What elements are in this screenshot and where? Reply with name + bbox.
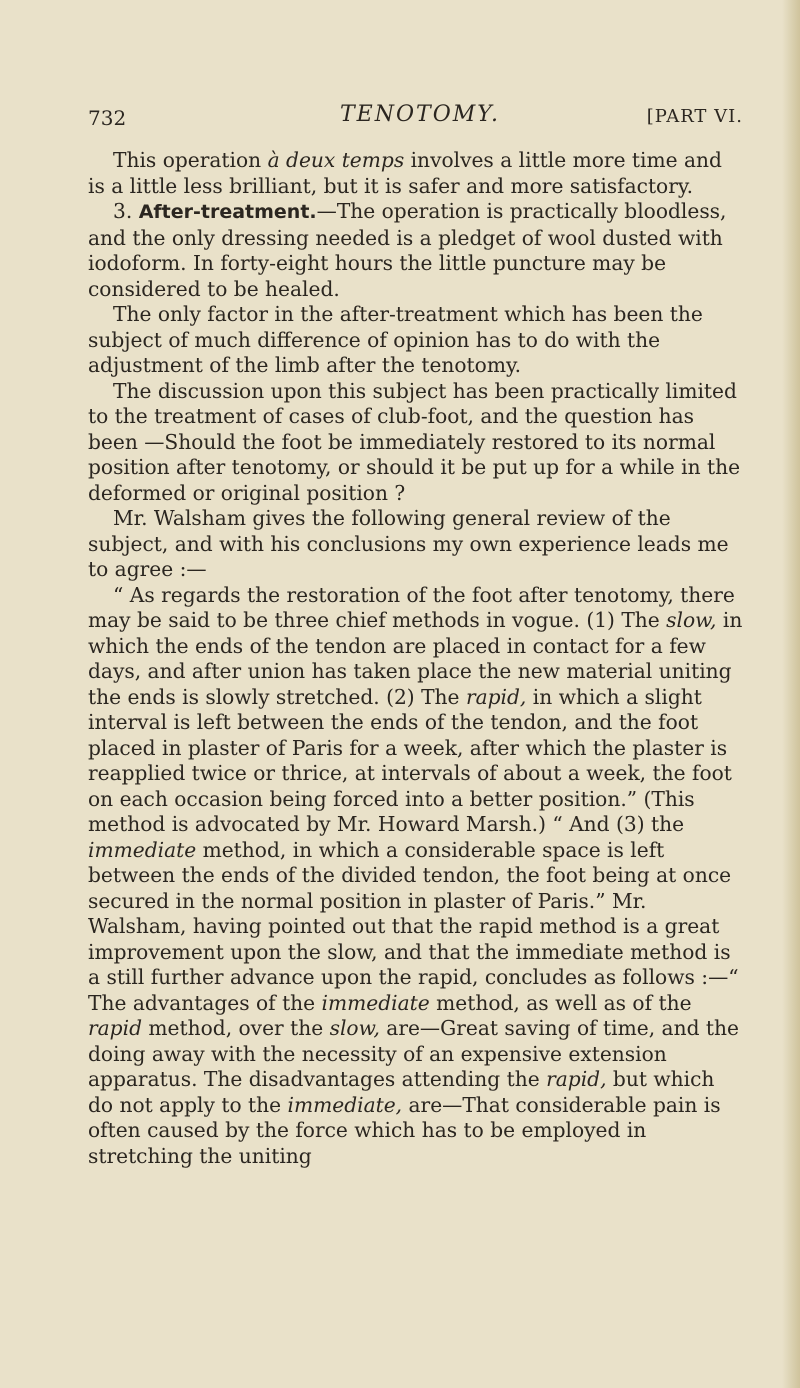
running-title: TENOTOMY. [340,102,500,127]
page-edge [782,0,800,1388]
page-number: 732 [88,106,127,130]
paragraph: This operation à deux temps involves a little more time and is a little less brilliant, but it is safer and more satisfactory. [88,148,722,198]
paragraph-after-treatment: 3. After-treatment.—The operation is practically bloodless, and the only dressing needed is a pledget of wool dusted with iodoform. In forty-eight hours the little puncture may be considered to be healed. [88,199,727,301]
paragraph: Mr. Walsham gives the following general review of the subject, and with his conclusions my own experience leads me to agree :— [88,506,729,581]
paragraph: The only factor in the after-treatment which has been the subject of much difference of opinion has to do with the adjustment of the limb after the tenotomy. [88,302,703,377]
running-header [88,102,743,142]
quoted-paragraph: “ As regards the restoration of the foot after tenotomy, there may be said to be three chief methods in vogue. (1) The slow, in which the ends of the tendon are placed in contact for a few days, and after union has taken place the new material uniting the ends is slowly stretched. (2) The rapid, in which a slight interval is left between the ends of the tendon, and the foot placed in plaster of Paris for a week, after which the plaster is reapplied twice or thrice, at intervals of about a week, the foot on each occasion being forced into a better position.” (This method is advocated by Mr. Howard Marsh.) “ And (3) the immediate method, in which a considerable space is left between the ends of the divided tendon, the foot being at once secured in the normal position in plaster of Paris.” Mr. Walsham, having pointed out that the rapid method is a great improvement upon the slow, and that the immediate method is a still further advance upon the rapid, concludes as follows :—“ The advantages of the immediate method, as well as of the rapid method, over the slow, are—Great saving of time, and the doing away with the necessity of an expensive extension apparatus. The disadvantages attending the rapid, but which do not apply to the immediate, are—That considerable pain is often caused by the force which has to be employed in stretching the uniting [88,582,743,1168]
section-heading: After-treatment. [138,201,317,223]
page-body [88,148,744,1169]
part-label: [PART VI. [646,106,743,127]
paragraph: The discussion upon this subject has been practically limited to the treatment of cases of club-foot, and the question has been —Should the foot be immediately restored to its normal position after tenotomy, or should it be put up for a while in the deformed or original position ? [88,378,741,505]
